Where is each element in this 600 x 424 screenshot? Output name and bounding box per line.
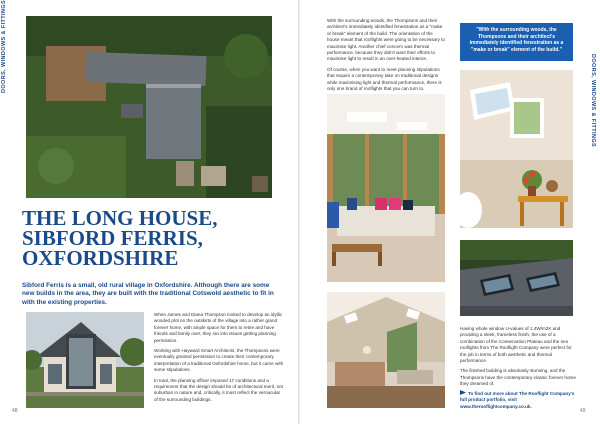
- pull-quote: "With the surrounding woods, the Thompsons and their architect's immediately identified fenestration as a "make or break" element of the build.": [460, 23, 573, 61]
- aerial-house-photo: [26, 16, 272, 198]
- right-body-paragraph: Of course, when you want to meet planning stipulations that require a contemporary take on traditional designs while maximising light and thermal performance, there is only one brand of rooflights that you can turn to.: [327, 66, 442, 92]
- roof-exterior-photo: [460, 240, 573, 316]
- right-body-top-column: [327, 18, 445, 96]
- article-standfirst: Sibford Ferris is a small, old rural village in Oxfordshire. Although there are some new builds in the area, they are built with the traditional Cotswold aesthetic to fit in with the existing properties.: [22, 282, 274, 306]
- left-body-paragraph: Working with Hayward Smart Architects, the Thompsons were eventually granted permission to create their contemporary interpretation of a traditional Oxfordshire home, but it came with some stipulations.: [154, 348, 284, 373]
- cta-text: To find out more about The Rooflight Company's full product portfolio, visit www.therooflightcompany.co.uk.: [460, 391, 575, 409]
- call-to-action[interactable]: [460, 390, 578, 410]
- left-body-paragraph: In total, the planning officer imposed 17 conditions and a requirement that the design should be of architectural merit, not suburban in nature and, critically, it must reflect the vernacular of the surrounding buildings.: [154, 377, 283, 402]
- living-room-photo: [327, 94, 445, 282]
- arrow-right-icon: [460, 390, 466, 397]
- right-body-paragraph: The finished building is absolutely stunning, and the Thompsons have the contemporary-classic forever home they dreamed of.: [460, 368, 576, 387]
- right-page: [300, 0, 600, 424]
- headline-line-3: OXFORDSHIRE: [22, 246, 179, 270]
- right-body-bottom-column: [460, 326, 576, 392]
- right-body-paragraph: Having whole window U-values of 1.4W/m2K and providing a sleek, frameless finish, the use of a combination of the Conservation Plateau and the neo rooflights from The Rooflight Company were perfect for the job in terms of both aesthetic and thermal performance.: [460, 326, 572, 364]
- vaulted-room-photo: [327, 292, 445, 408]
- page-number-right: 49: [580, 408, 586, 414]
- article-headline: [22, 208, 262, 268]
- right-body-paragraph: With the surrounding woods, the Thompsons and their architect's immediately identified fenestration as a "make or break" element of the build. The orientation of the house meant that rooflights were going to be necessary to maximise light. Another chief concern was thermal performance, because they didn't want their efforts to maximise light to result in an over-heated interior.: [327, 18, 445, 62]
- page-number-left: 48: [12, 408, 18, 414]
- rooflight-window-photo: [460, 70, 573, 228]
- section-label-left: DOORS, WINDOWS & FITTINGS: [1, 0, 7, 93]
- house-exterior-photo: [26, 312, 144, 408]
- left-body-column: [154, 312, 284, 407]
- section-label-right: DOORS, WINDOWS & FITTINGS: [590, 54, 596, 148]
- left-body-paragraph: When James and Diana Thompson looked to develop an idyllic wooded plot on the outskirts of the village into a rather grand forever home, with ample space for them to retire and have friends and family over, they ran into issues getting planning permission.: [154, 312, 283, 343]
- headline-line-1: THE LONG HOUSE,: [22, 206, 218, 230]
- headline-line-2: SIBFORD FERRIS,: [22, 226, 203, 250]
